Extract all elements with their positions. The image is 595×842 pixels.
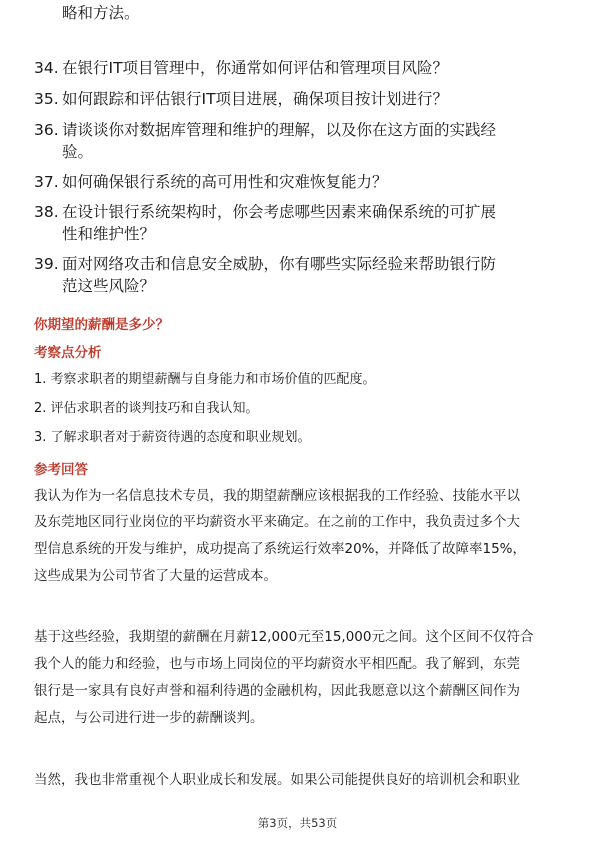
answer-paragraph-line: 基于这些经验，我期望的薪酬在月薪12,000元至15,000元之间。这个区间不仅符合 bbox=[34, 629, 534, 645]
question-text: 如何跟踪和评估银行IT项目进展，确保项目按计划进行？ bbox=[62, 90, 449, 108]
section-title: 你期望的薪酬是多少？ bbox=[34, 317, 169, 333]
question-item bbox=[34, 171, 388, 194]
previous-question-tail: 略和方法。 bbox=[62, 4, 140, 22]
question-number: 35. bbox=[34, 90, 59, 108]
question-text-continued: 验。 bbox=[62, 143, 94, 161]
answer-heading: 参考回答 bbox=[34, 462, 88, 478]
question-text: 在银行IT项目管理中，你通常如何评估和管理项目风险？ bbox=[62, 59, 449, 77]
answer-paragraph-line: 这些成果为公司节省了大量的运营成本。 bbox=[34, 568, 277, 584]
question-number: 34. bbox=[34, 59, 59, 77]
answer-paragraph-line: 起点，与公司进行进一步的薪酬谈判。 bbox=[34, 710, 264, 726]
question-number: 37. bbox=[34, 173, 59, 191]
question-number: 38. bbox=[34, 203, 59, 221]
question-item bbox=[34, 57, 448, 80]
question-text: 在设计银行系统架构时，你会考虑哪些因素来确保系统的可扩展 bbox=[62, 203, 497, 221]
question-item bbox=[34, 119, 496, 142]
question-item bbox=[34, 88, 448, 111]
page-number: 第3页，共53页 bbox=[257, 816, 338, 830]
question-text: 如何确保银行系统的高可用性和灾难恢复能力？ bbox=[62, 173, 388, 191]
question-item bbox=[34, 253, 496, 276]
answer-paragraph-line: 我个人的能力和经验，也与市场上同岗位的平均薪资水平相匹配。我了解到，东莞 bbox=[34, 656, 520, 672]
question-text-continued: 性和维护性？ bbox=[62, 225, 156, 243]
analysis-heading: 考察点分析 bbox=[34, 345, 102, 361]
question-number: 36. bbox=[34, 121, 59, 139]
question-item bbox=[34, 201, 496, 224]
answer-paragraph-line: 银行是一家具有良好声誉和福利待遇的金融机构，因此我愿意以这个薪酬区间作为 bbox=[34, 683, 520, 699]
analysis-item: 3. 了解求职者对于薪资待遇的态度和职业规划。 bbox=[34, 430, 311, 445]
answer-paragraph-line: 当然，我也非常重视个人职业成长和发展。如果公司能提供良好的培训机会和职业 bbox=[34, 772, 520, 788]
answer-paragraph-line: 我认为作为一名信息技术专员，我的期望薪酬应该根据我的工作经验、技能水平以 bbox=[34, 488, 520, 504]
analysis-item: 1. 考察求职者的期望薪酬与自身能力和市场价值的匹配度。 bbox=[34, 372, 376, 387]
question-text: 面对网络攻击和信息安全威胁，你有哪些实际经验来帮助银行防 bbox=[62, 255, 497, 273]
question-text: 请谈谈你对数据库管理和维护的理解，以及你在这方面的实践经 bbox=[62, 121, 497, 139]
question-number: 39. bbox=[34, 255, 59, 273]
answer-paragraph-line: 及东莞地区同行业岗位的平均薪资水平来确定。在之前的工作中，我负责过多个大 bbox=[34, 514, 520, 530]
answer-paragraph-line: 型信息系统的开发与维护，成功提高了系统运行效率20%，并降低了故障率15%， bbox=[34, 541, 527, 557]
analysis-item: 2. 评估求职者的谈判技巧和自我认知。 bbox=[34, 401, 259, 416]
question-text-continued: 范这些风险？ bbox=[62, 277, 156, 295]
